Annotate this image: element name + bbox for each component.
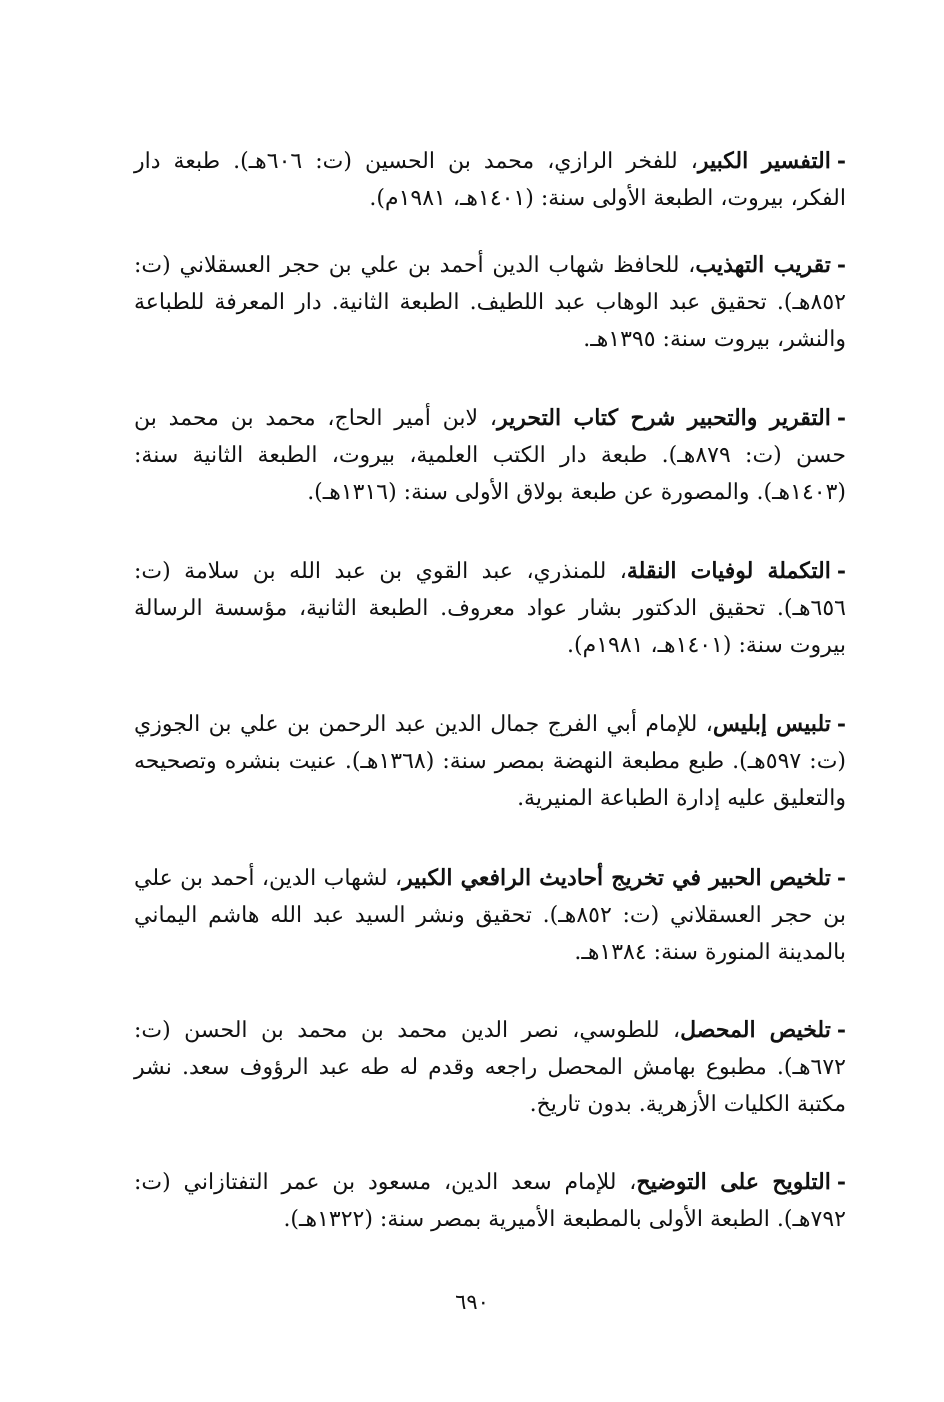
entry-paragraph xyxy=(134,143,846,217)
entry-paragraph xyxy=(134,1012,846,1123)
entry-body: ، للحافظ شهاب الدين أحمد بن علي بن حجر العسقلاني (ت: ٨٥٢هـ). تحقيق عبد الوهاب عبد اللطيف. الطبعة الثانية. دار المعرفة للطباعة والنشر، بيروت سنة: ١٣٩٥هـ. xyxy=(134,253,846,352)
entry-body: ، للإمام سعد الدين، مسعود بن عمر التفتازاني (ت: ٧٩٢هـ). الطبعة الأولى بالمطبعة الأميرية بمصر سنة: (١٣٢٢هـ). xyxy=(134,1170,846,1232)
entry-title: تلبيس إبليس xyxy=(712,711,831,737)
entry-title: تلخيص المحصل xyxy=(680,1017,831,1043)
entry-dash: - xyxy=(836,405,846,431)
entry-title: تلخيص الحبير في تخريج أحاديث الرافعي الكبير xyxy=(402,865,831,891)
entry-3 xyxy=(134,400,846,511)
entry-paragraph xyxy=(134,400,846,511)
entry-dash: - xyxy=(836,1169,846,1195)
entry-dash: - xyxy=(836,148,847,174)
entry-4 xyxy=(134,553,846,664)
entry-dash: - xyxy=(836,1017,846,1043)
entry-paragraph xyxy=(134,706,846,817)
entry-dash: - xyxy=(836,558,846,584)
entry-paragraph xyxy=(134,1164,846,1238)
entry-2 xyxy=(134,247,846,358)
entry-body: ، لابن أمير الحاج، محمد بن محمد بن حسن (ت: ٨٧٩هـ). طبعة دار الكتب العلمية، بيروت، الطبعة الثانية سنة: (١٤٠٣هـ). والمصورة عن طبعة بولاق الأولى سنة: (١٣١٦هـ). xyxy=(134,406,846,505)
entry-dash: - xyxy=(836,252,846,278)
entry-8 xyxy=(134,1164,846,1238)
entry-dash: - xyxy=(836,711,846,737)
entry-title: تقريب التهذيب xyxy=(695,252,831,278)
page-number: ٦٩٠ xyxy=(455,1290,489,1314)
entry-body: ، للإمام أبي الفرج جمال الدين عبد الرحمن بن علي بن الجوزي (ت: ٥٩٧هـ). طبع مطبعة النهضة بمصر سنة: (١٣٦٨هـ). عنيت بنشره وتصحيحه والتعليق عليه إدارة الطباعة المنيرية. xyxy=(134,712,846,811)
entry-title: التكملة لوفيات النقلة xyxy=(626,558,831,584)
entry-title: التفسير الكبير xyxy=(697,148,831,174)
entry-7 xyxy=(134,1012,846,1123)
entry-body: ، لشهاب الدين، أحمد بن علي بن حجر العسقلاني (ت: ٨٥٢هـ). تحقيق ونشر السيد عبد الله هاشم اليماني بالمدينة المنورة سنة: ١٣٨٤هـ. xyxy=(134,866,847,965)
entry-6 xyxy=(134,860,846,971)
entry-body: ، للمنذري، عبد القوي بن عبد الله بن سلامة (ت: ٦٥٦هـ). تحقيق الدكتور بشار عواد معروف. الطبعة الثانية، مؤسسة الرسالة بيروت سنة: (١٤٠١هـ، ١٩٨١م). xyxy=(134,559,846,658)
entry-title: التقرير والتحبير شرح كتاب التحرير xyxy=(497,405,831,431)
entry-paragraph xyxy=(134,860,846,971)
entry-paragraph xyxy=(134,247,846,358)
entry-dash: - xyxy=(836,865,846,891)
entry-title: التلويح على التوضيح xyxy=(636,1169,831,1195)
entry-body: ، للطوسي، نصر الدين محمد بن محمد بن الحسن (ت: ٦٧٢هـ). مطبوع بهامش المحصل راجعه وقدم له طه عبد الرؤوف سعد. نشر مكتبة الكليات الأزهرية. بدون تاريخ. xyxy=(134,1018,846,1117)
entry-paragraph xyxy=(134,553,846,664)
entry-body: ، للفخر الرازي، محمد بن الحسين (ت: ٦٠٦هـ). طبعة دار الفكر، بيروت، الطبعة الأولى سنة: (١٤٠١هـ، ١٩٨١م). xyxy=(134,149,846,211)
entry-5 xyxy=(134,706,846,817)
entry-1 xyxy=(134,143,846,217)
